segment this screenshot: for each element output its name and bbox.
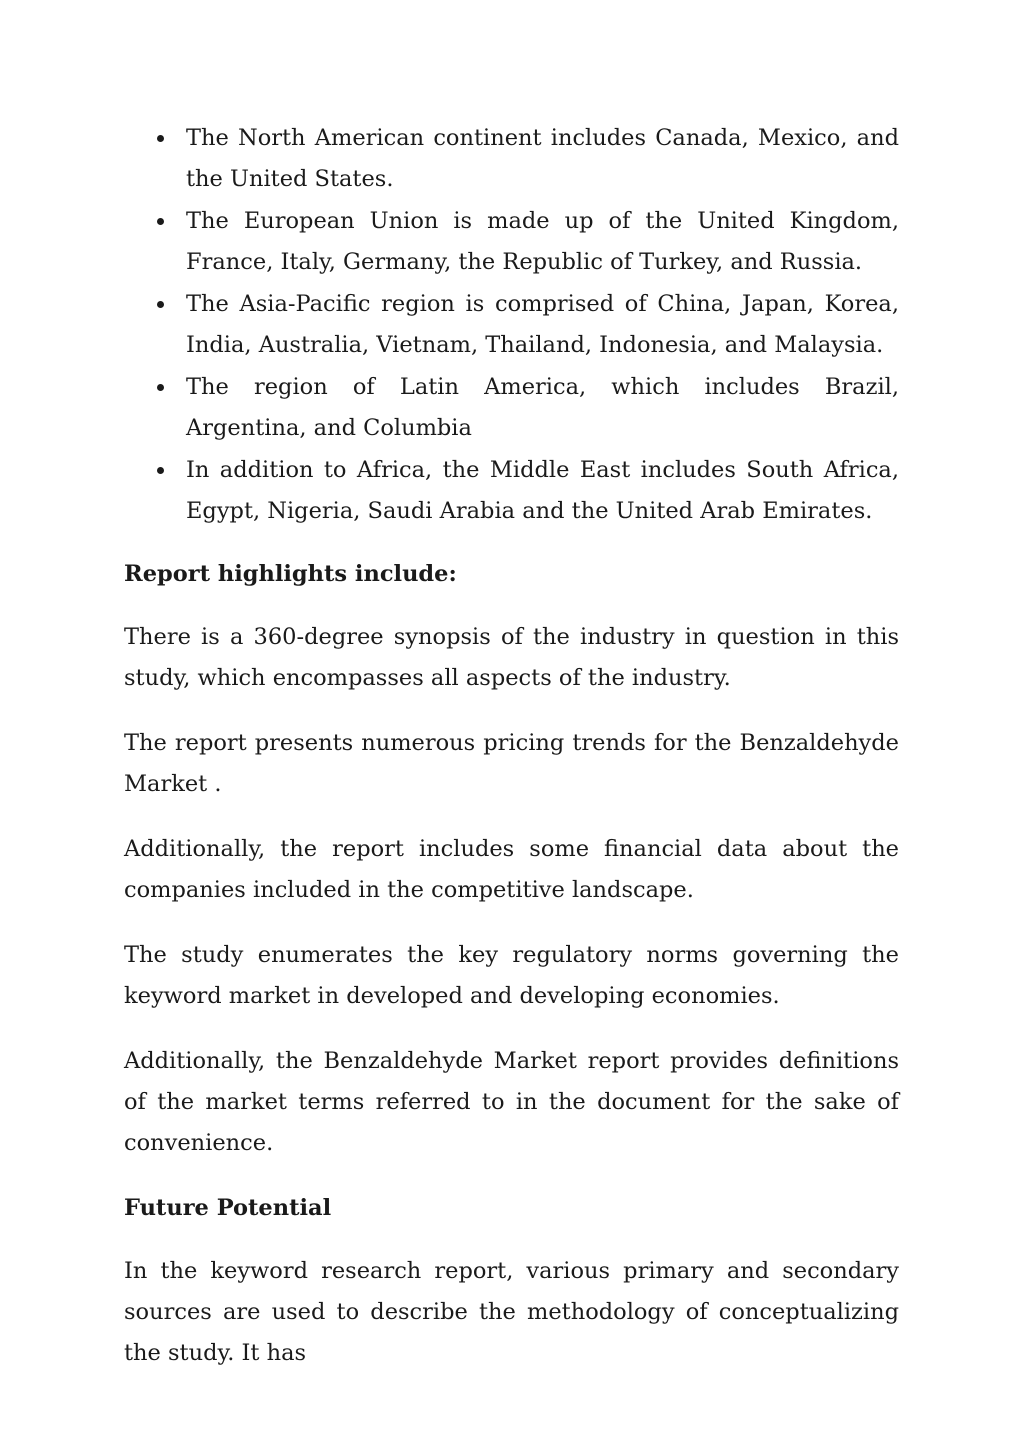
- future-paragraph: In the keyword research report, various primary and secondary sources are used to describe the methodology of conceptualizing the study. It has: [124, 1258, 899, 1366]
- highlights-heading: Report highlights include:: [124, 561, 457, 587]
- bullet-icon: [157, 384, 164, 391]
- future-heading: Future Potential: [124, 1195, 332, 1221]
- region-text: In addition to Africa, the Middle East includes South Africa, Egypt, Nigeria, Saudi Arabia and the United Arab Emirates.: [186, 457, 899, 524]
- region-text: The Asia-Pacific region is comprised of China, Japan, Korea, India, Australia, Vietnam, Thailand, Indonesia, and Malaysia.: [186, 291, 899, 358]
- highlight-paragraph: Additionally, the report includes some financial data about the companies included in the competitive landscape.: [124, 836, 899, 903]
- list-item: [124, 118, 899, 200]
- list-item: [124, 367, 899, 449]
- regions-list: [124, 118, 899, 532]
- bullet-icon: [157, 301, 164, 308]
- bullet-icon: [157, 467, 164, 474]
- region-text: The European Union is made up of the United Kingdom, France, Italy, Germany, the Republic of Turkey, and Russia.: [186, 208, 899, 275]
- bullet-icon: [157, 218, 164, 225]
- bullet-icon: [157, 135, 164, 142]
- highlight-paragraph: The study enumerates the key regulatory norms governing the keyword market in developed and developing economies.: [124, 942, 899, 1009]
- region-text: The region of Latin America, which includes Brazil, Argentina, and Columbia: [186, 374, 899, 441]
- document-page: [124, 118, 899, 1398]
- list-item: [124, 284, 899, 366]
- highlight-paragraph: There is a 360-degree synopsis of the industry in question in this study, which encompasses all aspects of the industry.: [124, 624, 899, 691]
- highlight-paragraph: Additionally, the Benzaldehyde Market report provides definitions of the market terms referred to in the document for the sake of convenience.: [124, 1048, 899, 1156]
- list-item: [124, 450, 899, 532]
- region-text: The North American continent includes Canada, Mexico, and the United States.: [186, 125, 899, 192]
- highlight-paragraph: The report presents numerous pricing trends for the Benzaldehyde Market .: [124, 730, 899, 797]
- list-item: [124, 201, 899, 283]
